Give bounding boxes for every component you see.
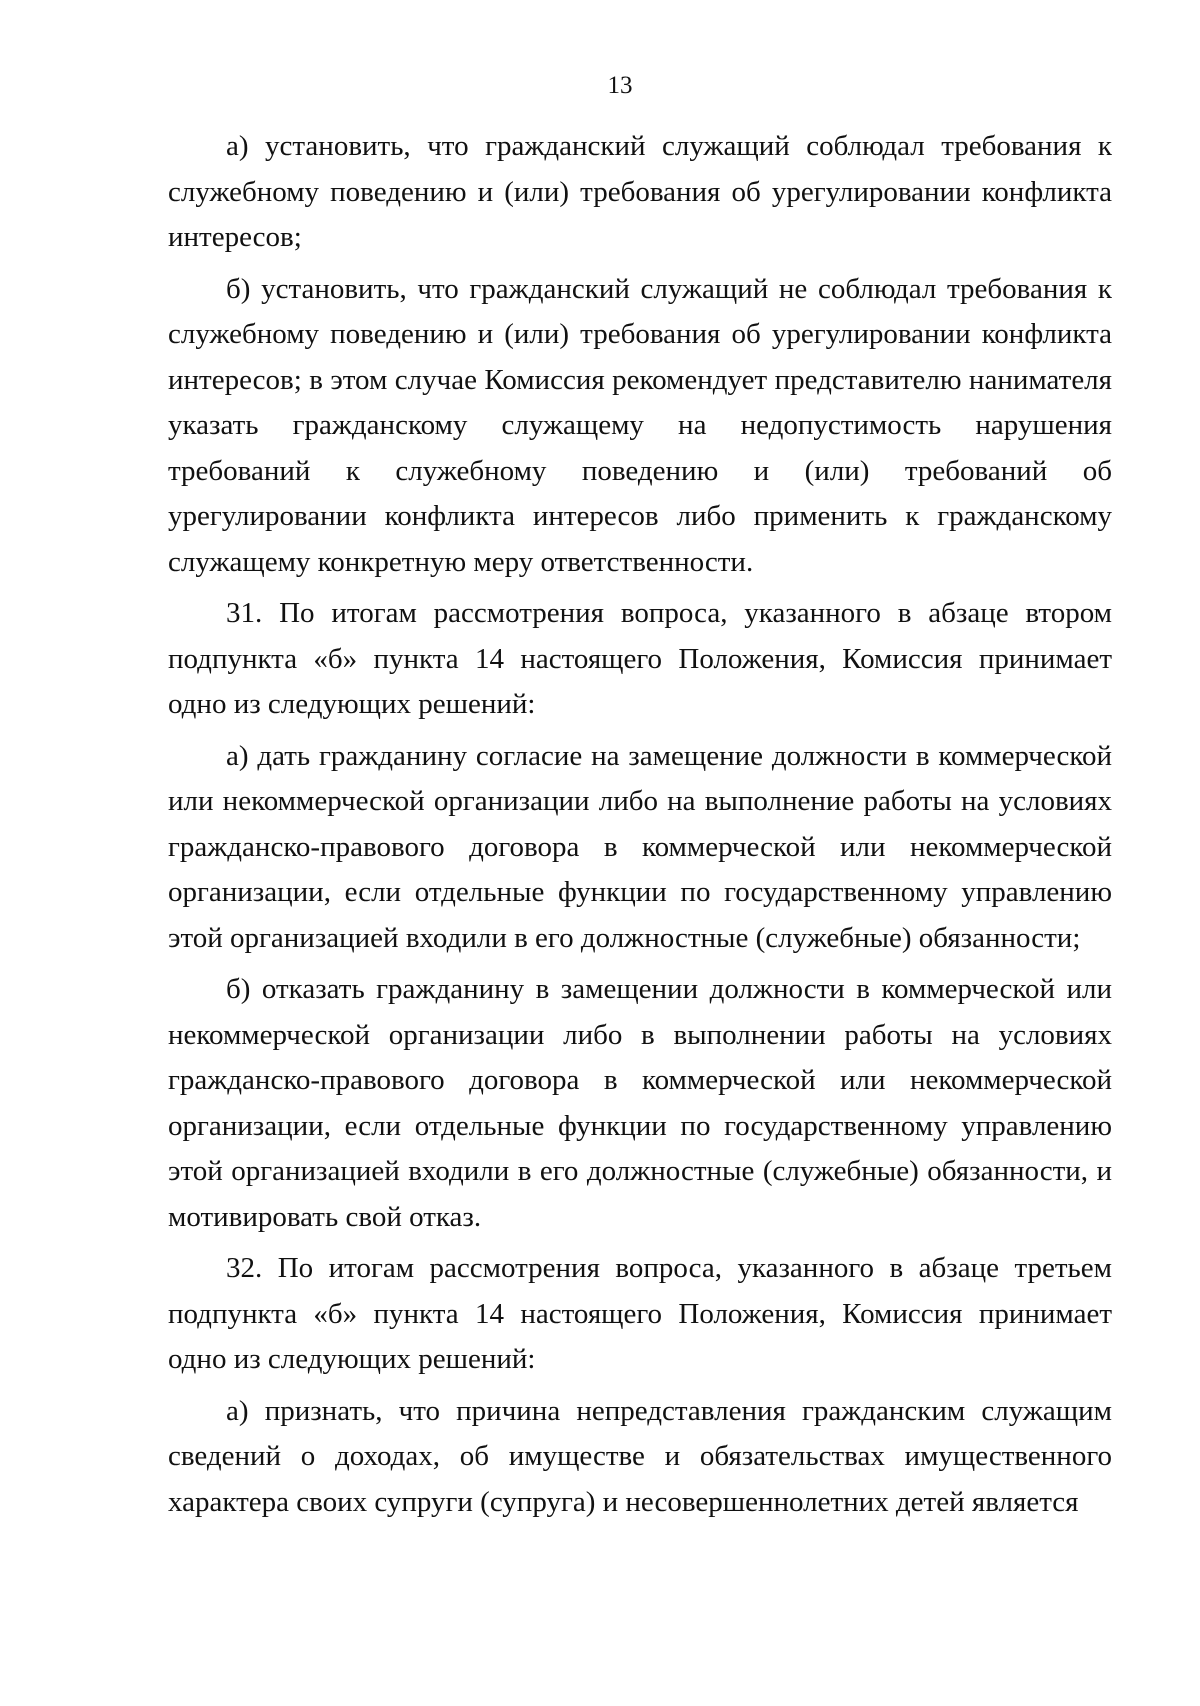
paragraph-32a: а) признать, что причина непредставления гражданским служащим сведений о доходах, об имуществе и обязательствах имущественного характера своих супруги (супруга) и несовершеннолетних детей является: [168, 1394, 1112, 1518]
paragraph-30a: а) установить, что гражданский служащий соблюдал требования к служебному поведению и (или) требования об урегулировании конфликта интересов;: [168, 130, 1112, 253]
paragraph-31: 31. По итогам рассмотрения вопроса, указанного в абзаце втором подпункта «б» пункта 14 настоящего Положения, Комиссия принимает одно из следующих решений:: [168, 597, 1112, 720]
document-body: [168, 124, 1112, 1531]
paragraph-30b: б) установить, что гражданский служащий не соблюдал требования к служебному поведению и (или) требования об урегулировании конфликта интересов; в этом случае Комиссия рекомендует представителю нанимателя указать гражданскому служащему на недопустимость нарушения требований к служебному поведению и (или) требований об урегулировании конфликта интересов либо применить к гражданскому служащему конкретную меру ответственности.: [168, 272, 1112, 578]
page-number: 13: [607, 72, 633, 99]
paragraph-31b: б) отказать гражданину в замещении должности в коммерческой или некоммерческой организации либо в выполнении работы на условиях гражданско-правового договора в коммерческой или некоммерческой организации, если отдельные функции по государственному управлению этой организацией входили в его должностные (служебные) обязанности, и мотивировать свой отказ.: [168, 973, 1112, 1233]
paragraph-32: 32. По итогам рассмотрения вопроса, указанного в абзаце третьем подпункта «б» пункта 14 настоящего Положения, Комиссия принимает одно из следующих решений:: [168, 1252, 1112, 1375]
paragraph-31a: а) дать гражданину согласие на замещение должности в коммерческой или некоммерческой организации либо на выполнение работы на условиях гражданско-правового договора в коммерческой или некоммерческой организации, если отдельные функции по государственному управлению этой организацией входили в его должностные (служебные) обязанности;: [168, 739, 1112, 954]
